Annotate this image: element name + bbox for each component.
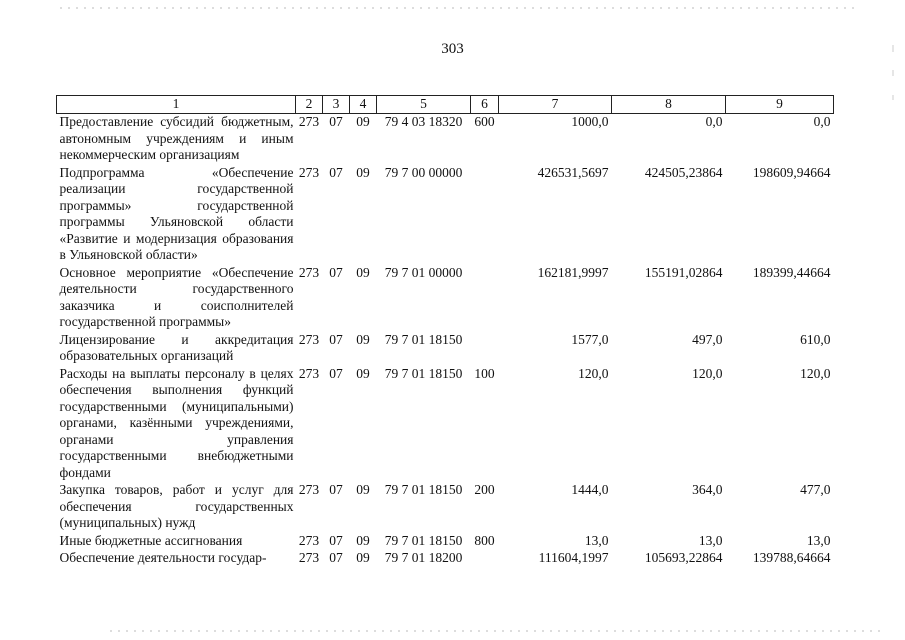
header-row (57, 96, 834, 114)
amount-col-8: 364,0 (692, 482, 723, 497)
amount-col-8: 105693,22864 (644, 550, 723, 565)
amount-col-9: 0,0 (813, 114, 831, 129)
amount-col-9: 610,0 (800, 331, 831, 347)
header-col-6: 6 (471, 96, 499, 114)
target-article-code: 79 7 01 18150 (384, 331, 463, 347)
amount-col-9: 139788,64664 (752, 550, 831, 565)
target-article-code: 79 7 01 18150 (384, 532, 463, 548)
header-col-9: 9 (726, 96, 834, 114)
page-number: 303 (441, 41, 464, 57)
amount-col-7: 120,0 (578, 365, 609, 381)
table-row (57, 165, 834, 265)
header-col-2: 2 (296, 96, 323, 114)
amount-col-7: 1444,0 (571, 482, 609, 497)
header-col-8: 8 (612, 96, 726, 114)
table-row (57, 265, 834, 332)
table-row (57, 366, 834, 483)
expense-type-code (471, 165, 499, 265)
row-name: Закупка товаров, работ и услуг для обеспечения государственных (муниципальных) нужд (59, 482, 294, 530)
expense-type-code (471, 332, 499, 366)
section-code: 07 (329, 550, 343, 565)
section-code: 07 (329, 114, 343, 129)
target-article-code: 79 7 01 00000 (384, 264, 463, 280)
header-col-4: 4 (350, 96, 377, 114)
table-row (57, 332, 834, 366)
subsection-code: 09 (356, 164, 370, 180)
expense-type-code: 800 (474, 532, 495, 548)
target-article-code: 79 7 00 00000 (384, 164, 463, 180)
header-col-3: 3 (323, 96, 350, 114)
subsection-code: 09 (356, 114, 370, 129)
row-name: Лицензирование и аккредитация образовательных организаций (59, 331, 294, 363)
ministry-code: 273 (298, 532, 320, 548)
expense-type-code (471, 550, 499, 568)
ministry-code: 273 (298, 331, 320, 347)
expense-type-code: 200 (474, 482, 495, 497)
section-code: 07 (329, 532, 343, 548)
subsection-code: 09 (356, 331, 370, 347)
amount-col-7: 426531,5697 (537, 164, 609, 180)
section-code: 07 (329, 264, 343, 280)
target-article-code: 79 7 01 18150 (384, 365, 463, 381)
budget-table (56, 95, 834, 568)
subsection-code: 09 (356, 365, 370, 381)
ministry-code: 273 (298, 264, 320, 280)
amount-col-9: 198609,94664 (752, 164, 831, 180)
section-code: 07 (329, 331, 343, 347)
section-code: 07 (329, 365, 343, 381)
row-name: Предоставление субсидий бюджетным, автономным учреждениям и иным некоммерческим организациям (59, 114, 294, 162)
target-article-code: 79 7 01 18150 (384, 482, 463, 497)
header-col-7: 7 (499, 96, 612, 114)
row-name: Расходы на выплаты персоналу в целях обеспечения выполнения функций государственными (муниципальными) органами, казёнными учреждениями, органами управления государственными внебюджетными фондами (59, 365, 294, 480)
expense-type-code: 100 (474, 365, 495, 381)
amount-col-9: 189399,44664 (752, 264, 831, 280)
header-col-5: 5 (377, 96, 471, 114)
row-name: Основное мероприятие «Обеспечение деятельности государственного заказчика и соисполнителей государственной программы» (59, 264, 294, 329)
table-row (57, 482, 834, 533)
ministry-code: 273 (298, 164, 320, 180)
amount-col-7: 1000,0 (571, 114, 609, 129)
amount-col-7: 13,0 (584, 532, 609, 548)
amount-col-7: 162181,9997 (537, 264, 609, 280)
amount-col-9: 120,0 (800, 365, 831, 381)
row-name: Подпрограмма «Обеспечение реализации государственной программы» государственной программы Ульяновской области «Развитие и модернизация образования в Ульяновской области» (59, 164, 294, 262)
ministry-code: 273 (298, 114, 320, 129)
amount-col-8: 497,0 (692, 331, 723, 347)
table-row (57, 533, 834, 551)
ministry-code: 273 (298, 482, 320, 497)
section-code: 07 (329, 164, 343, 180)
amount-col-8: 0,0 (705, 114, 723, 129)
expense-type-code: 600 (474, 114, 495, 129)
row-name: Иные бюджетные ассигнования (59, 532, 243, 548)
amount-col-9: 477,0 (800, 482, 831, 497)
amount-col-7: 111604,1997 (538, 550, 609, 565)
subsection-code: 09 (356, 482, 370, 497)
subsection-code: 09 (356, 532, 370, 548)
table-row (57, 114, 834, 165)
amount-col-8: 13,0 (698, 532, 723, 548)
table-row (57, 550, 834, 568)
target-article-code: 79 7 01 18200 (384, 550, 463, 565)
amount-col-8: 155191,02864 (644, 264, 723, 280)
header-col-1: 1 (57, 96, 296, 114)
ministry-code: 273 (298, 365, 320, 381)
amount-col-8: 424505,23864 (644, 164, 723, 180)
subsection-code: 09 (356, 550, 370, 565)
row-name: Обеспечение деятельности государ- (59, 550, 267, 565)
amount-col-9: 13,0 (806, 532, 831, 548)
subsection-code: 09 (356, 264, 370, 280)
expense-type-code (471, 265, 499, 332)
ministry-code: 273 (298, 550, 320, 565)
section-code: 07 (329, 482, 343, 497)
target-article-code: 79 4 03 18320 (384, 114, 463, 129)
amount-col-8: 120,0 (692, 365, 723, 381)
amount-col-7: 1577,0 (571, 331, 609, 347)
